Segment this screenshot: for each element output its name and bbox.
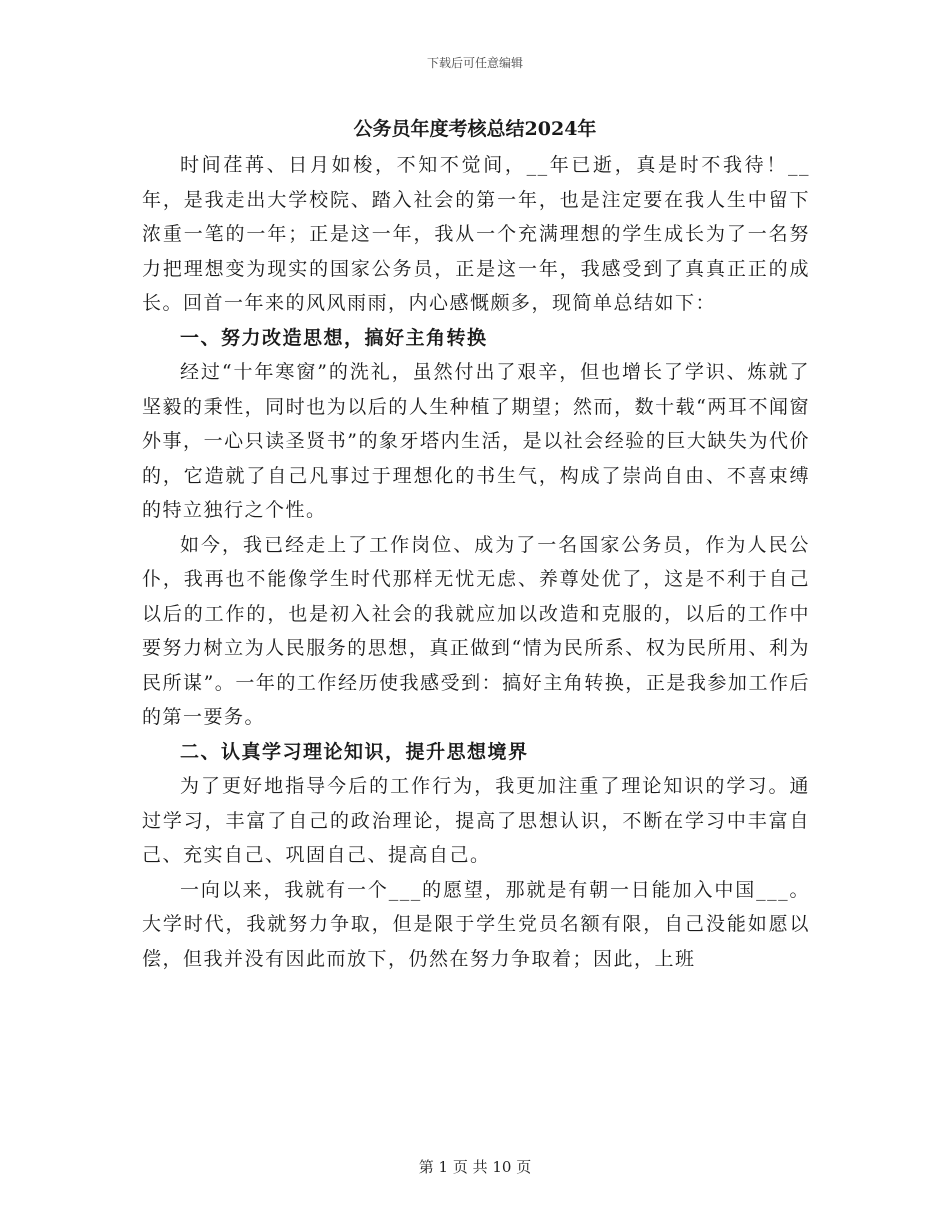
paragraph-section1-b: 如今，我已经走上了工作岗位、成为了一名国家公务员，作为人民公仆，我再也不能像学生时代那样无忧无虑、养尊处优了，这是不利于自己以后的工作的，也是初入社会的我就应加以改造和克服的，以后的工作中要努力树立为人民服务的思想，真正做到“情为民所系、权为民所用、利为民所谋”。一年的工作经历使我感受到：搞好主角转换，正是我参加工作后的第一要务。 (142, 533, 810, 728)
paragraph-section1-a: 经过“十年寒窗”的洗礼，虽然付出了艰辛，但也增长了学识、炼就了坚毅的秉性，同时也为以后的人生种植了期望；然而，数十载“两耳不闻窗外事，一心只读圣贤书”的象牙塔内生活，是以社会经验的巨大缺失为代价的，它造就了自己凡事过于理想化的书生气，构成了崇尚自由、不喜束缚的特立独行之个性。 (142, 361, 810, 521)
document-title: 公务员年度考核总结2024年 (353, 118, 597, 140)
paragraph-intro: 时间荏苒、日月如梭，不知不觉间，__年已逝，真是时不我待！__年，是我走出大学校院、踏入社会的第一年，也是注定要在我人生中留下浓重一笔的一年；正是这一年，我从一个充满理想的学生成长为了一名努力把理想变为现实的国家公务员，正是这一年，我感受到了真真正正的成长。回首一年来的风风雨雨，内心感慨颇多，现简单总结如下： (142, 154, 810, 314)
paragraph-section2-a: 为了更好地指导今后的工作行为，我更加注重了理论知识的学习。通过学习，丰富了自己的政治理论，提高了思想认识，不断在学习中丰富自己、充实自己、巩固自己、提高自己。 (142, 775, 810, 866)
header-note: 下载后可任意编辑 (426, 56, 523, 70)
paragraph-section2-b: 一向以来，我就有一个___的愿望，那就是有朝一日能加入中国___。大学时代，我就努力争取，但是限于学生党员名额有限，自己没能如愿以偿，但我并没有因此而放下，仍然在努力争取着；因此，上班 (142, 878, 810, 970)
document-body (142, 148, 810, 976)
page-number-footer: 第 1 页 共 10 页 (418, 1158, 532, 1176)
section-heading-1: 一、努力改造思想，搞好主角转换 (180, 326, 488, 349)
section-heading-2: 二、认真学习理论知识，提升思想境界 (180, 740, 529, 763)
